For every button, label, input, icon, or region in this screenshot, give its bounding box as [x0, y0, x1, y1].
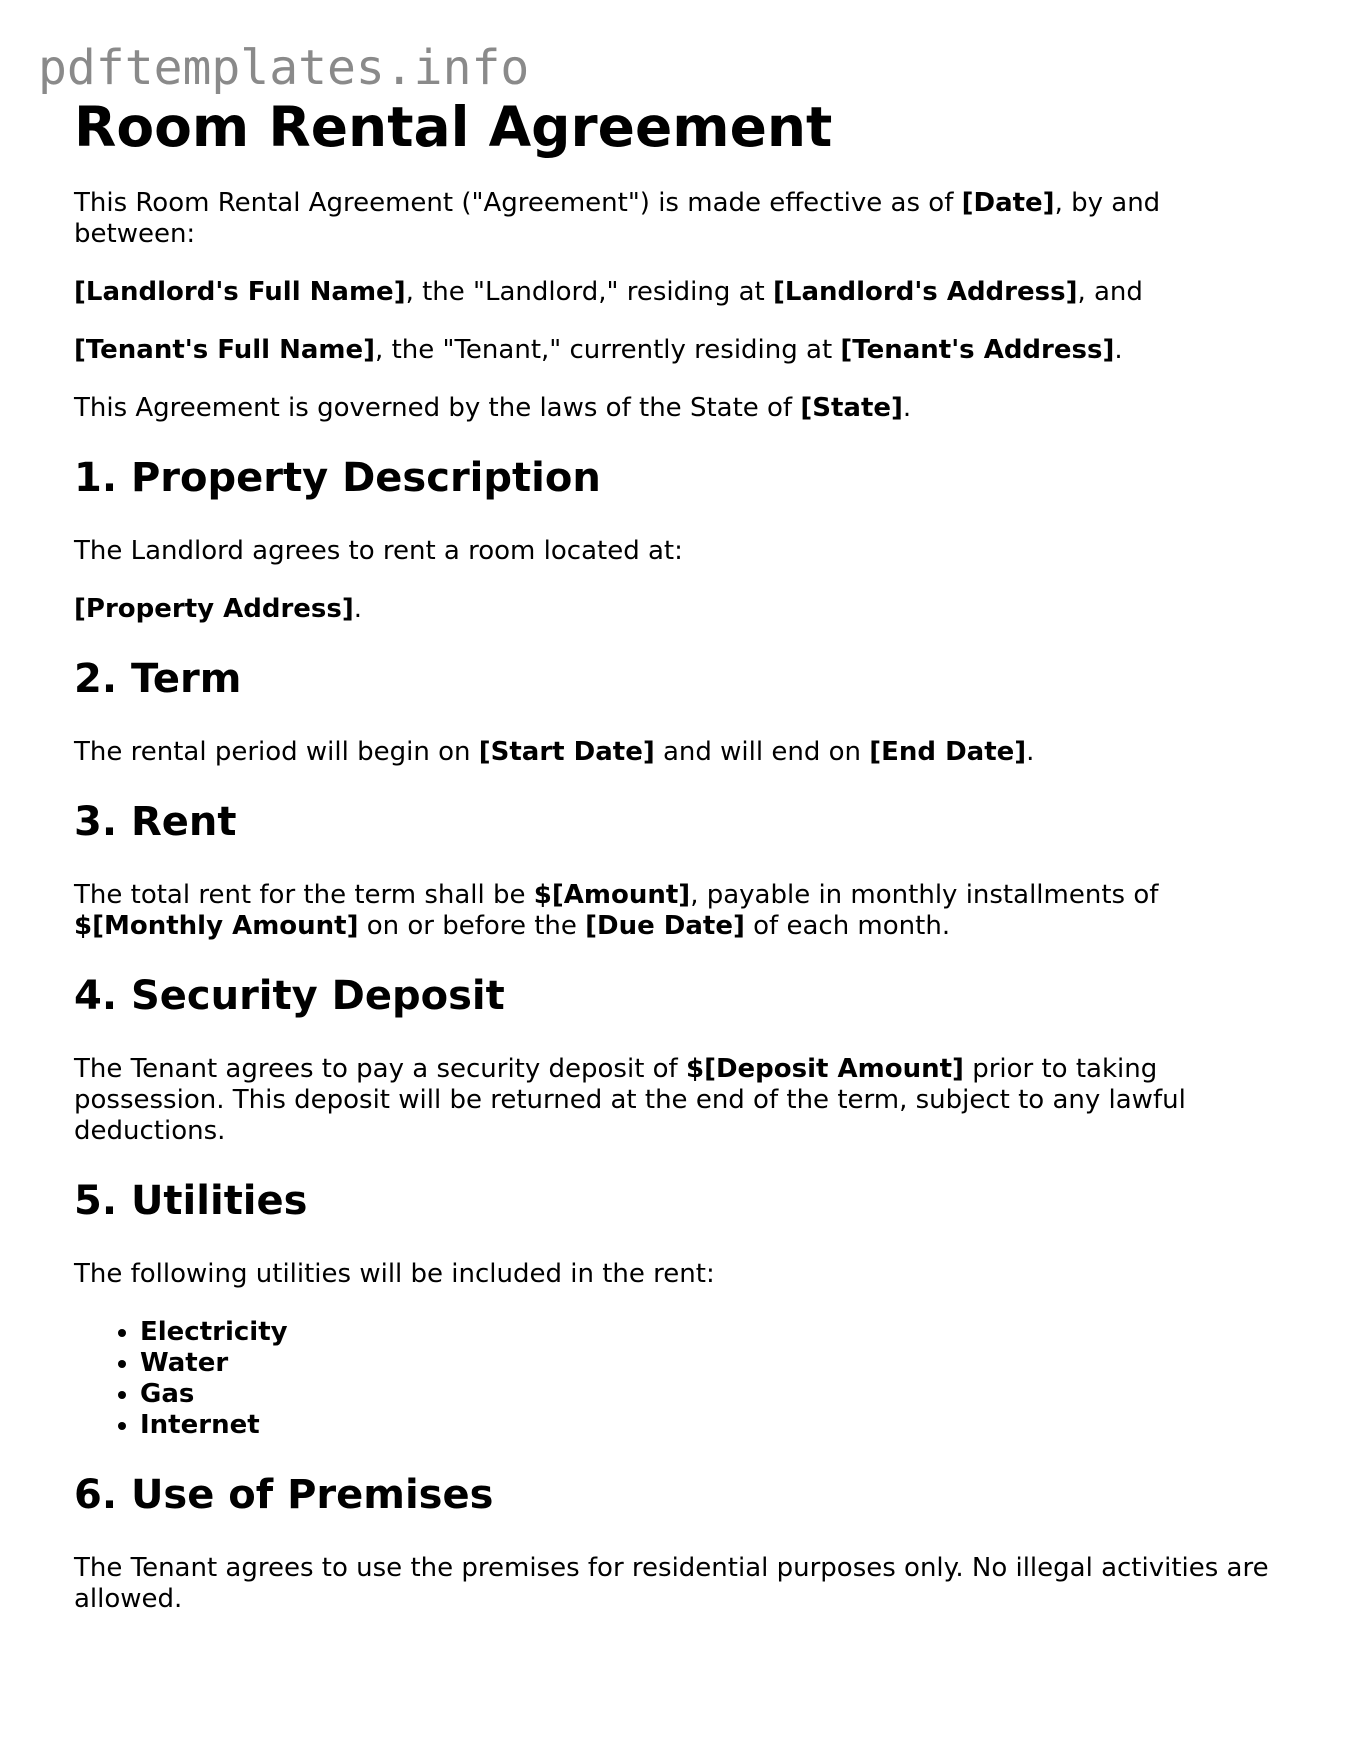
intro-effective-pre: This Room Rental Agreement ("Agreement") is made effective as of [74, 188, 962, 218]
state-placeholder: [State] [800, 393, 903, 423]
effective-date-placeholder: [Date] [961, 188, 1055, 218]
rent-pre-text: The total rent for the term shall be [74, 880, 534, 910]
section-heading-deposit: 4. Security Deposit [74, 973, 505, 1019]
landlord-mid-text: , the "Landlord," residing at [405, 277, 774, 307]
intro-effective-post: , by and between: [74, 188, 1161, 249]
landlord-name-placeholder: [Landlord's Full Name] [74, 277, 406, 307]
rent-paragraph [74, 880, 1284, 942]
term-post-text: . [1026, 737, 1035, 767]
utilities-list [74, 1317, 1284, 1441]
rent-amount-placeholder: $[Amount] [533, 880, 691, 910]
tenant-paragraph [74, 335, 1284, 366]
rent-mid2-text: on or before the [358, 911, 586, 941]
deposit-paragraph [74, 1054, 1284, 1147]
landlord-post-text: , and [1077, 277, 1143, 307]
monthly-amount-placeholder: $[Monthly Amount] [74, 911, 359, 941]
property-address-paragraph [74, 594, 1284, 625]
term-mid-text: and will end on [654, 737, 870, 767]
intro-effective-paragraph [74, 188, 1284, 250]
list-item: • Electricity [140, 1317, 1284, 1348]
utilities-text: The following utilities will be included in the rent: [74, 1259, 715, 1289]
section-heading-use: 6. Use of Premises [74, 1472, 494, 1518]
property-text: The Landlord agrees to rent a room located at: [74, 536, 683, 566]
governing-post-text: . [902, 393, 912, 423]
document-title: Room Rental Agreement [74, 95, 833, 159]
property-address-post: . [353, 594, 363, 624]
tenant-post-text: . [1114, 335, 1123, 365]
deposit-post-text: prior to taking possession. This deposit will be returned at the end of the term, subject to any lawful deductions. [74, 1054, 1186, 1146]
landlord-address-placeholder: [Landlord's Address] [773, 277, 1078, 307]
document-page [74, 94, 1284, 1615]
tenant-address-placeholder: [Tenant's Address] [840, 335, 1115, 365]
tenant-mid-text: , the "Tenant," currently residing at [375, 335, 841, 365]
section-heading-rent: 3. Rent [74, 799, 237, 845]
deposit-amount-placeholder: $[Deposit Amount] [685, 1054, 964, 1084]
list-item: • Water [140, 1348, 1284, 1379]
rent-post-text: of each month. [744, 911, 951, 941]
list-item: • Gas [140, 1379, 1284, 1410]
term-paragraph [74, 737, 1284, 768]
governing-pre-text: This Agreement is governed by the laws of the State of [74, 393, 801, 423]
rent-mid1-text: , payable in monthly installments of [690, 880, 1159, 910]
due-date-placeholder: [Due Date] [585, 911, 745, 941]
end-date-placeholder: [End Date] [869, 737, 1027, 767]
section-heading-utilities: 5. Utilities [74, 1178, 308, 1224]
watermark-text: pdftemplates.info [38, 40, 530, 96]
landlord-paragraph [74, 277, 1284, 308]
section-heading-term: 2. Term [74, 656, 242, 702]
section-heading-property: 1. Property Description [74, 455, 601, 501]
start-date-placeholder: [Start Date] [478, 737, 655, 767]
property-address-placeholder: [Property Address] [74, 594, 354, 624]
governing-law-paragraph [74, 393, 1284, 424]
term-pre-text: The rental period will begin on [74, 737, 479, 767]
deposit-pre-text: The Tenant agrees to pay a security deposit of [74, 1054, 686, 1084]
list-item: • Internet [140, 1410, 1284, 1441]
use-text: The Tenant agrees to use the premises for residential purposes only. No illegal activities are allowed. [74, 1553, 1269, 1614]
tenant-name-placeholder: [Tenant's Full Name] [74, 335, 376, 365]
